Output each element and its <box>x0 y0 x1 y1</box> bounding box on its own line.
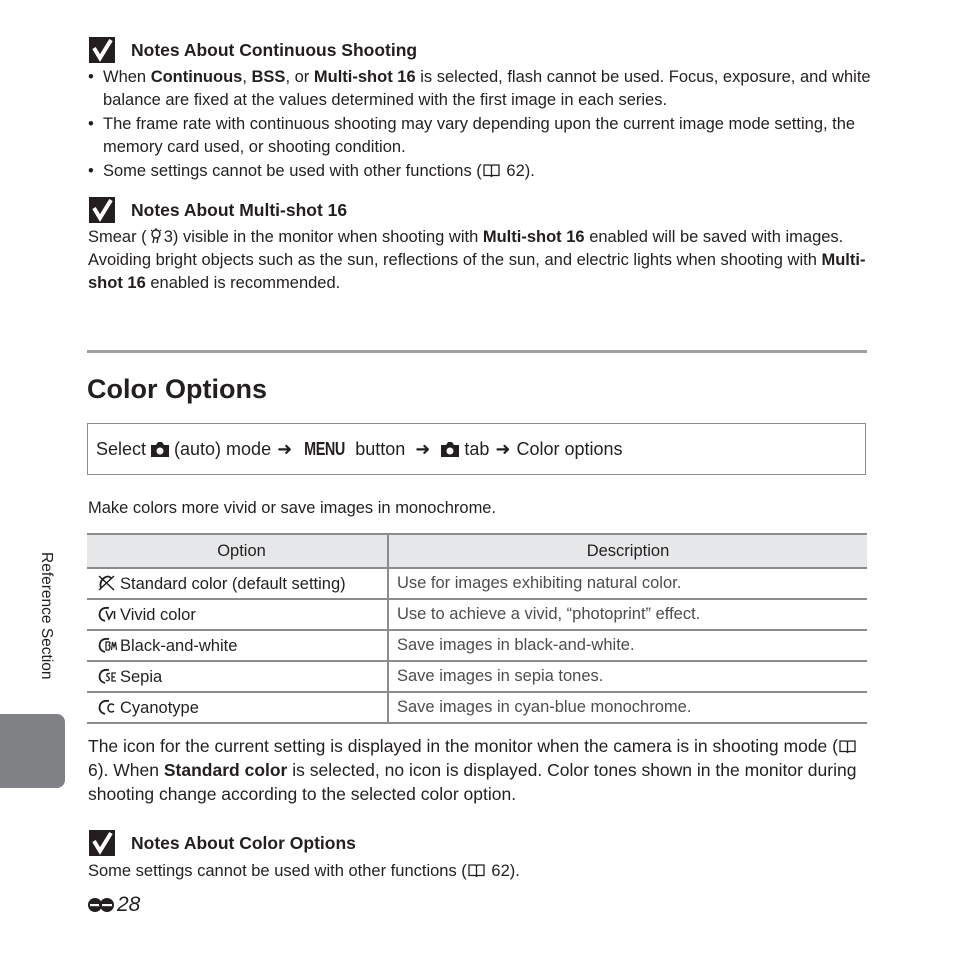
vivid-color-icon <box>97 605 117 623</box>
cyanotype-icon <box>97 698 117 716</box>
description-cell: Save images in cyan-blue monochrome. <box>388 692 867 723</box>
option-cell: Sepia <box>87 661 388 692</box>
path-select-text: Select <box>96 438 147 459</box>
menu-button-label: MENU <box>304 438 346 459</box>
section-intro: Make colors more vivid or save images in monochrome. <box>88 499 497 517</box>
caution-checkmark-icon <box>88 196 116 224</box>
option-cell: Standard color (default setting) <box>87 568 388 599</box>
menu-path-box <box>87 423 866 475</box>
option-cell: Vivid color <box>87 599 388 630</box>
option-cell: Black-and-white <box>87 630 388 661</box>
table-row <box>87 568 867 599</box>
tips-reference-icon <box>148 228 163 244</box>
note-title: Notes About Multi-shot 16 <box>131 199 348 220</box>
description-cell: Use to achieve a vivid, “photoprint” effect. <box>388 599 867 630</box>
note-header-color-options <box>88 829 356 857</box>
column-header-description: Description <box>388 534 867 568</box>
section-divider <box>87 350 867 353</box>
description-cell: Use for images exhibiting natural color. <box>388 568 867 599</box>
note-bullet-list <box>88 66 878 184</box>
option-cell: Cyanotype <box>87 692 388 723</box>
path-auto-text: (auto) mode <box>174 438 272 459</box>
table-row <box>87 599 867 630</box>
note-header-multishot <box>88 196 347 224</box>
standard-color-icon <box>97 574 117 592</box>
sepia-icon <box>97 667 117 685</box>
caution-checkmark-icon <box>88 36 116 64</box>
path-tab-text: tab <box>464 438 490 459</box>
table-row <box>87 692 867 723</box>
page-reference-icon <box>483 163 500 178</box>
table-row <box>87 661 867 692</box>
page-reference-icon <box>839 739 856 754</box>
list-item: • Some settings cannot be used with other functions ( 62). <box>88 160 878 183</box>
note-paragraph: Some settings cannot be used with other functions ( 62). <box>88 862 520 880</box>
camera-icon <box>150 440 170 458</box>
section-side-label: Reference Section <box>38 552 55 680</box>
page-reference-icon <box>468 863 485 878</box>
black-and-white-icon <box>97 636 117 654</box>
page-title: Color Options <box>87 374 267 404</box>
note-header-continuous <box>88 36 417 64</box>
table-header-row <box>87 534 867 568</box>
page-number-text: 28 <box>117 893 141 916</box>
camera-icon <box>440 440 460 458</box>
table-row <box>87 630 867 661</box>
page-number <box>87 893 140 917</box>
arrow-right-icon: ➜ <box>277 438 293 459</box>
list-item: • The frame rate with continuous shooting may vary depending upon the current image mode setting, the memory card used, or shooting condition. <box>88 113 878 159</box>
path-color-options-text: Color options <box>516 438 623 459</box>
column-header-option: Option <box>87 534 388 568</box>
path-button-text: button <box>355 438 406 459</box>
note-title: Notes About Continuous Shooting <box>131 39 418 60</box>
color-options-table <box>87 533 867 724</box>
section-side-tab <box>0 714 65 788</box>
description-cell: Save images in black-and-white. <box>388 630 867 661</box>
list-item: • When Continuous, BSS, or Multi-shot 16 is selected, flash cannot be used. Focus, exposure, and white balance are fixed at the values determined with the first image in each series. <box>88 66 878 112</box>
caution-checkmark-icon <box>88 829 116 857</box>
arrow-right-icon: ➜ <box>495 438 511 459</box>
description-cell: Save images in sepia tones. <box>388 661 867 692</box>
arrow-right-icon: ➜ <box>415 438 431 459</box>
reference-section-e-icon <box>87 895 115 915</box>
note-paragraph: Smear ( 3) visible in the monitor when shooting with Multi-shot 16 enabled will be saved with images. Avoiding bright objects such as the sun, reflections of the sun, and electric lights when shooting with Multi-shot 16 enabled is recommended. <box>88 228 866 292</box>
after-table-paragraph: The icon for the current setting is displayed in the monitor when the camera is in shooting mode ( 6). When Standard color is selected, no icon is displayed. Color tones shown in the monitor during shooting change according to the selected color option. <box>88 736 857 804</box>
note-title: Notes About Color Options <box>131 832 356 853</box>
